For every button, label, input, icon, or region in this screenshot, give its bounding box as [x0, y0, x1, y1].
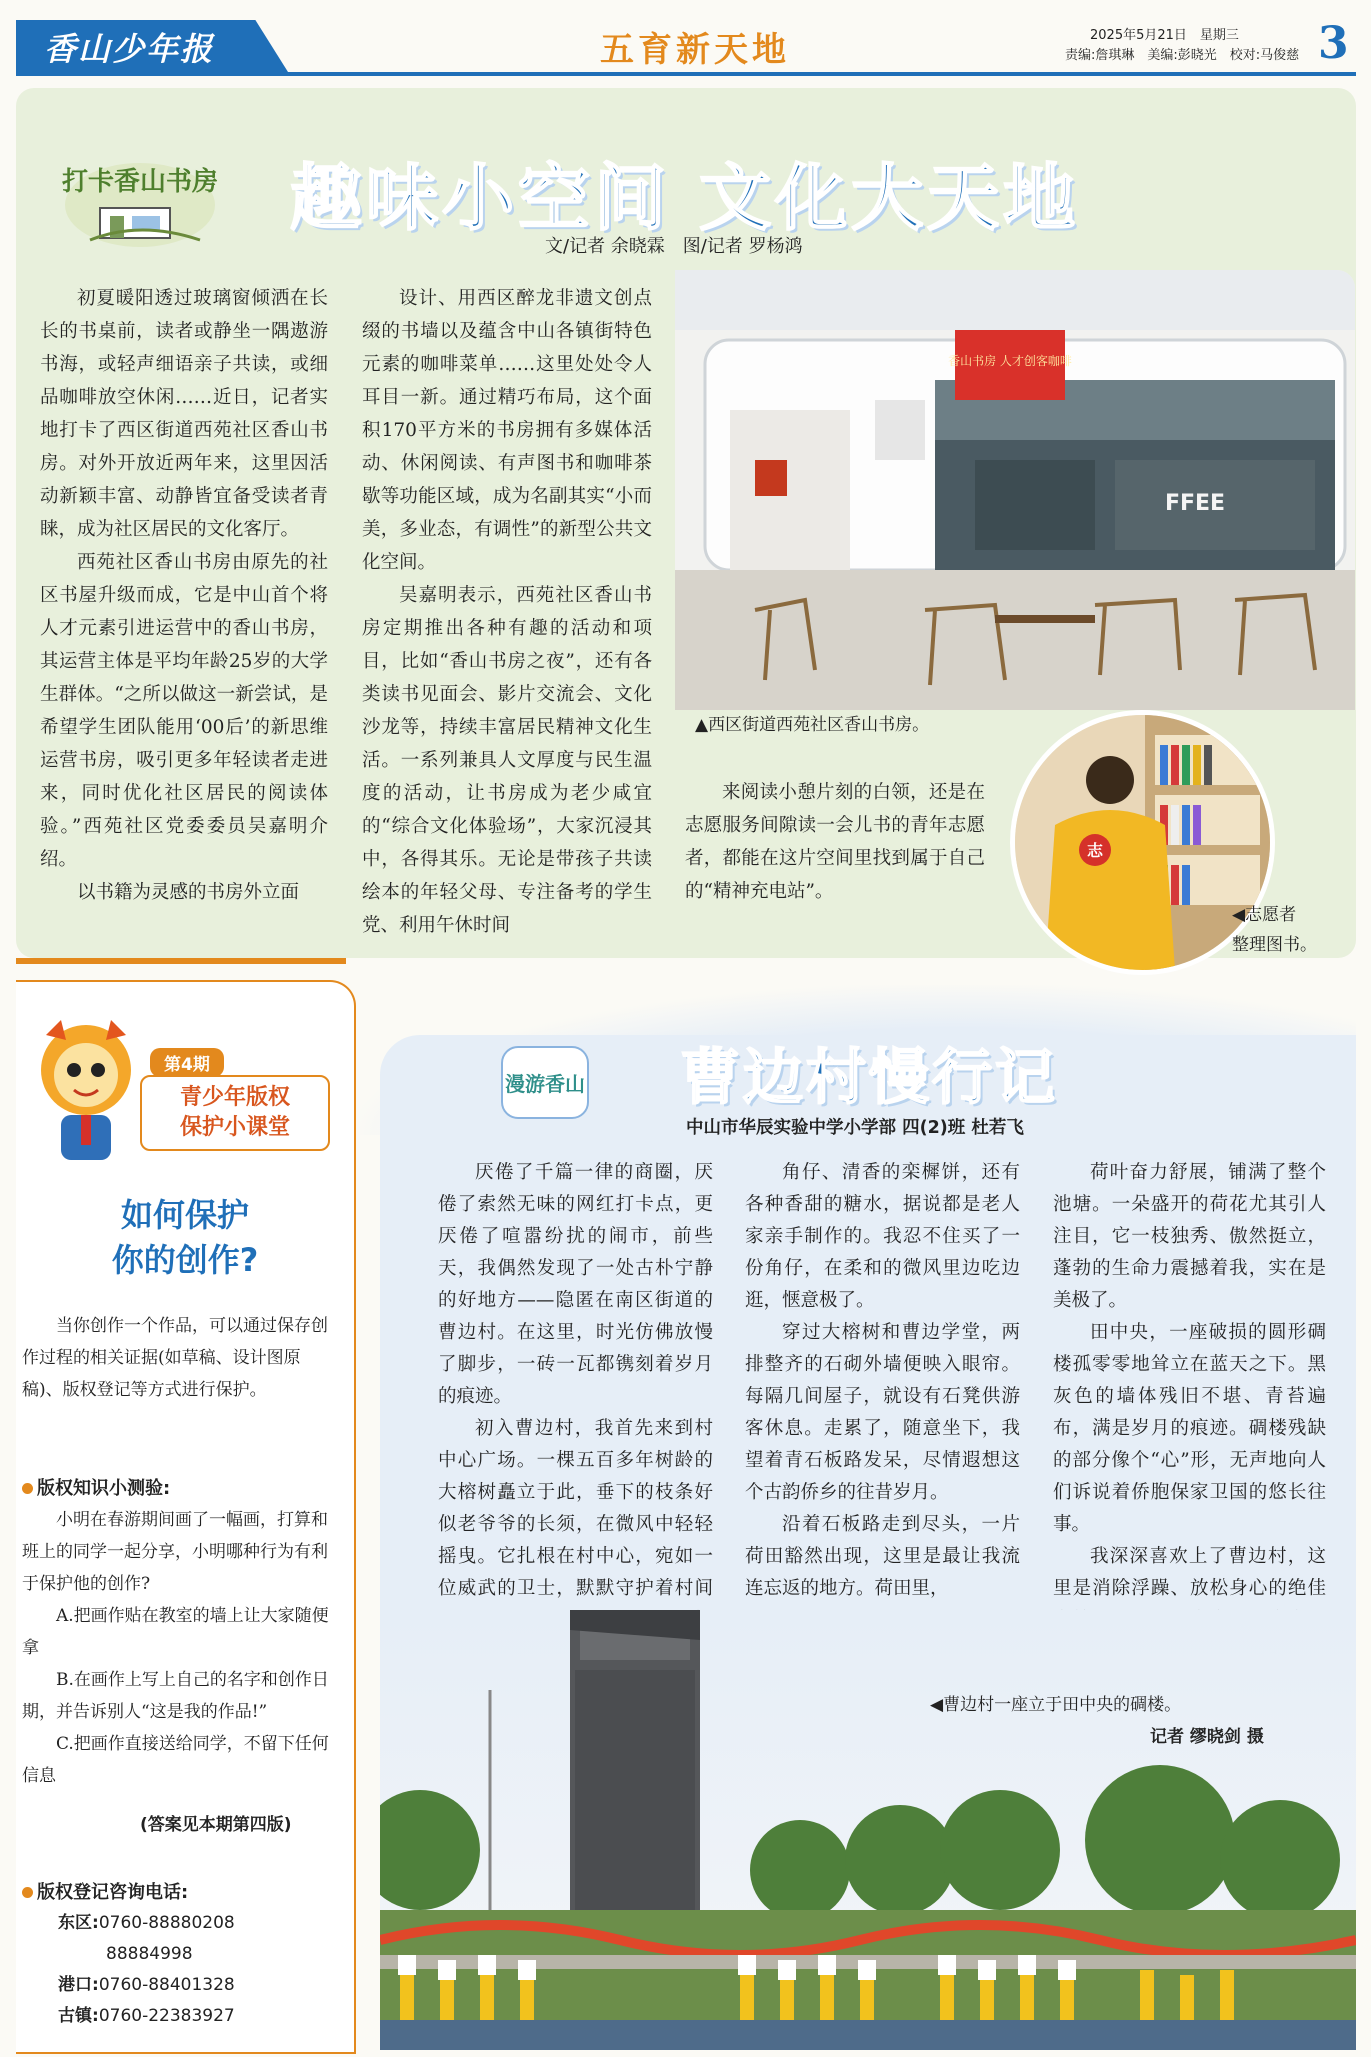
bottom-article-column-3 — [1053, 1157, 1326, 1669]
dragon-mascot-icon — [26, 1015, 146, 1165]
top-article-column-1 — [40, 282, 328, 909]
watchtower-photo-caption: ◀曹边村一座立于田中央的碉楼。 — [930, 1695, 1182, 1715]
top-article-column-2 — [362, 282, 652, 942]
top-article-byline: 文/记者 余晓霖 图/记者 罗杨鸿 — [545, 236, 803, 257]
quiz-body — [22, 1504, 330, 1792]
phone-number: 0760-22383927 — [98, 2006, 235, 2026]
paragraph: 西苑社区香山书房由原先的社区书屋升级而成，它是中山首个将人才元素引进运营中的香山书房，其运营主体是平均年龄25岁的大学生群体。“之所以做这一新尝试，是希望学生团队能用‘00后’的新思维运营书房，吸引更多年轻读者走进来，同时优化社区居民的阅读体验。”西苑社区党委委员吴嘉明介绍。 — [40, 552, 328, 870]
phone-row — [58, 1939, 235, 1970]
phone-label: 港口: — [58, 1975, 99, 1995]
section-title: 五育新天地 — [600, 30, 790, 70]
volunteer-vest-text: 志 — [1086, 841, 1104, 860]
volunteer-photo-caption — [1232, 900, 1317, 960]
bottom-article-byline: 中山市华辰实验中学小学部 四(2)班 杜若飞 — [686, 1118, 1024, 1138]
seal-text: 漫游香山 — [505, 1072, 585, 1096]
caption-line-1: ◀志愿者 — [1232, 905, 1297, 925]
cafe-sign-text: FFEE — [1164, 491, 1226, 516]
paragraph: 田中央，一座破损的圆形碉楼孤零零地耸立在蓝天之下。黑灰色的墙体残旧不堪、青苔遍布，满是岁月的痕迹。碉楼残缺的部分像个“心”形，无声地向人们诉说着侨胞保家卫国的悠长往事。 — [1053, 1322, 1326, 1535]
paragraph: 初入曹边村，我首先来到村中心广场。一棵五百多年树龄的大榕树矗立于此，垂下的枝条好似老爷爷的长须，在微风中轻轻摇曳。它扎根在村中心，宛如一位威武的卫士，默默守护着村间 — [438, 1418, 713, 1599]
paragraph: 沿着石板路走到尽头，一片荷田豁然出现，这里是最让我流连忘返的地方。荷田里， — [745, 1514, 1020, 1599]
answer-note: (答案见本期第四版) — [140, 1815, 292, 1835]
bookstore-photo-caption: ▲西区街道西苑社区香山书房。 — [695, 715, 930, 735]
store-sign-text: 香山书房 人才创客咖啡 — [948, 354, 1072, 368]
paragraph: 穿过大榕树和曹边学堂，两排整齐的石砌外墙便映入眼帘。每隔几间屋子，就设有石凳供游客休息。走累了，随意坐下，我望着青石板路发呆，尽情遐想这个古韵侨乡的往昔岁月。 — [745, 1322, 1020, 1503]
bookstore-photo — [675, 270, 1355, 710]
phone-heading — [22, 1878, 188, 1904]
bottom-article-column-2 — [745, 1157, 1020, 1605]
paragraph: 来阅读小憩片刻的白领，还是在志愿服务间隙读一会儿书的青年志愿者，都能在这片空间里找到属于自己的“精神充电站”。 — [685, 782, 985, 902]
paragraph: 吴嘉明表示，西苑社区香山书房定期推出各种有趣的活动和项目，比如“香山书房之夜”，还有各类读书见面会、影片交流会、文化沙龙等，持续丰富居民精神文化生活。一系列兼具人文厚度与民生温度的活动，让书房成为老少咸宜的“综合文化体验场”，大家沉浸其中，各得其乐。无论是带孩子共读绘本的年轻父母、专注备考的学生党、利用午休时间 — [362, 585, 652, 936]
top-article-title: 趣味小空间 文化大天地 — [290, 156, 1080, 240]
sidebar-question-line-1: 如何保护 — [120, 1196, 249, 1234]
issue-badge: 第4期 — [150, 1048, 224, 1077]
phone-number: 0760-88401328 — [98, 1975, 235, 1995]
issue-date: 2025年5月21日 星期三 — [1090, 28, 1239, 43]
quiz-question: 小明在春游期间画了一幅画，打算和班上的同学一起分享，小明哪种行为有利于保护他的创作? — [22, 1510, 328, 1594]
quiz-heading — [22, 1474, 170, 1500]
series-title-box — [140, 1075, 330, 1151]
watchtower-photo-credit: 记者 缪晓剑 摄 — [1150, 1727, 1264, 1747]
paragraph-text: 我深深喜欢上了曹边村，这里是消除浮躁、放松身心的绝佳 — [1053, 1546, 1326, 1599]
paragraph: 厌倦了千篇一律的商圈，厌倦了索然无味的网红打卡点，更厌倦了喧嚣纷扰的闹市，前些天，我偶然发现了一处古朴宁静的好地方——隐匿在南区街道的曹边村。在这里，时光仿佛放慢了脚步，一砖一瓦都镌刻着岁月的痕迹。 — [438, 1162, 713, 1407]
phone-heading-text: 版权登记咨询电话: — [37, 1882, 189, 1903]
masthead-title: 香山少年报 — [44, 30, 215, 68]
paragraph: 以书籍为灵感的书房外立面 — [77, 882, 300, 903]
sidebar-top-rule — [16, 958, 346, 964]
stamp-text: 打卡香山书房 — [61, 167, 219, 197]
paragraph: 初夏暖阳透过玻璃窗倾洒在长长的书桌前，读者或静坐一隅遨游书海，或轻声细语亲子共读，或细品咖啡放空休闲……近日，记者实地打卡了西区街道西苑社区香山书房。对外开放近两年来，这里因活动新颖丰富、动静皆宜备受读者青睐，成为社区居民的文化客厅。 — [40, 288, 328, 540]
bottom-article-title: 曹边村慢行记 — [680, 1043, 1058, 1113]
editor-credits: 责编:詹琪琳 美编:彭晓光 校对:马俊慈 — [1065, 48, 1300, 63]
watchtower-photo — [380, 1610, 1356, 2050]
bookstore-stamp-icon — [60, 150, 220, 250]
caption-line-2: 整理图书。 — [1232, 935, 1317, 955]
phone-number: 0760-88880208 — [98, 1913, 235, 1933]
top-article-column-3 — [685, 776, 985, 908]
quiz-option-c: C.把画作直接送给同学，不留下任何信息 — [22, 1734, 329, 1786]
header-divider — [16, 72, 1356, 76]
series-title-line-2: 保护小课堂 — [179, 1115, 290, 1140]
phone-label: 东区: — [58, 1913, 99, 1933]
sidebar-intro: 当你创作一个作品，可以通过保存创作过程的相关证据(如草稿、设计图原稿)、版权登记等方式进行保护。 — [22, 1316, 328, 1400]
paragraph: 荷叶奋力舒展，铺满了整个池塘。一朵盛开的荷花尤其引人注目，它一枝独秀、傲然挺立，蓬勃的生命力震撼着我，实在是美极了。 — [1053, 1162, 1326, 1311]
phone-row — [58, 1970, 235, 2001]
quiz-option-b: B.在画作上写上自己的名字和创作日期，并告诉别人“这是我的作品!” — [22, 1670, 329, 1722]
quiz-heading-text: 版权知识小测验: — [37, 1478, 171, 1499]
paragraph: 角仔、清香的栾樨饼，还有各种香甜的糖水，据说都是老人家亲手制作的。我忍不住买了一份角仔，在柔和的微风里边吃边逛，惬意极了。 — [745, 1162, 1020, 1311]
phone-label: 古镇: — [58, 2006, 99, 2026]
phone-row — [58, 2001, 235, 2032]
bullet-dot-icon — [22, 1887, 33, 1898]
travel-seal-icon — [500, 1045, 590, 1120]
bullet-dot-icon — [22, 1483, 33, 1494]
phone-list — [58, 1908, 235, 2032]
quiz-option-a: A.把画作贴在教室的墙上让大家随便拿 — [22, 1606, 329, 1658]
sidebar-question-line-2: 你的创作? — [111, 1241, 259, 1279]
phone-row — [58, 1908, 235, 1939]
series-title-line-1: 青少年版权 — [179, 1085, 290, 1110]
paragraph: 设计、用西区醉龙非遗文创点缀的书墙以及蕴含中山各镇街特色元素的咖啡菜单……这里处处令人耳目一新。通过精巧布局，这个面积170平方米的书房拥有多媒体活动、休闲阅读、有声图书和咖啡茶歇等功能区域，成为名副其实“小而美，多业态，有调性”的新型公共文化空间。 — [362, 288, 652, 573]
page-number: 3 — [1318, 18, 1349, 69]
phone-number: 88884998 — [106, 1944, 193, 1964]
